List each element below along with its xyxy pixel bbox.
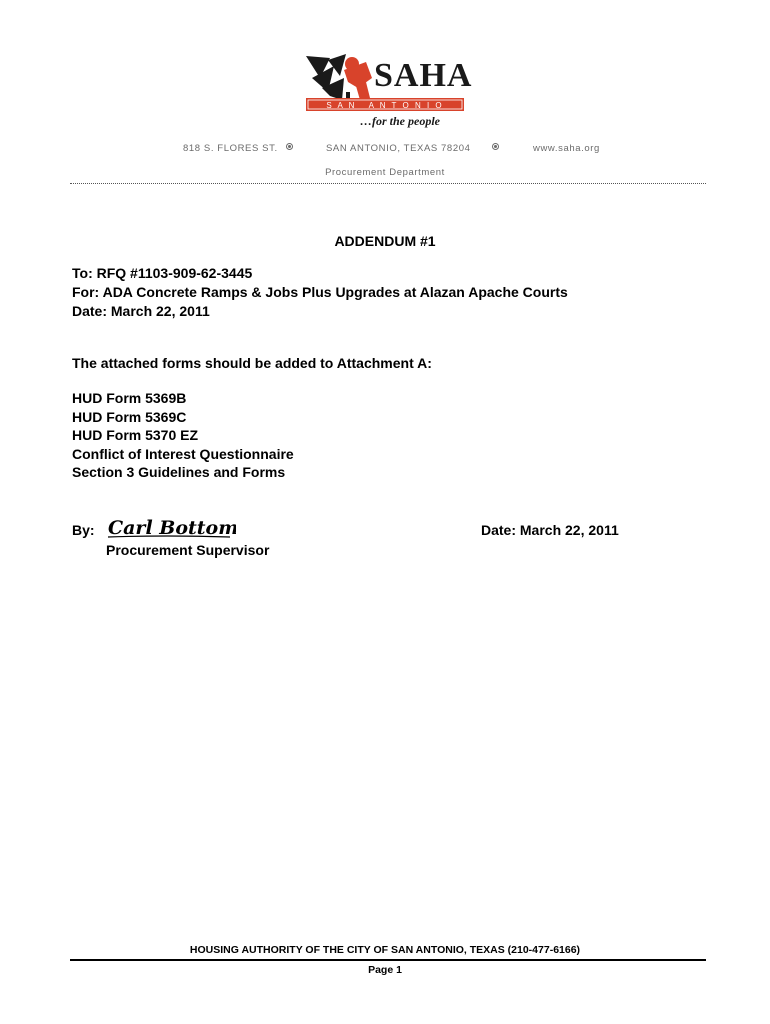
signer-title: Procurement Supervisor: [106, 542, 270, 558]
footer-organization: HOUSING AUTHORITY OF THE CITY OF SAN ANTONIO, TEXAS (210-477-6166): [189, 944, 581, 956]
forms-list: [72, 389, 294, 482]
to-line: To: RFQ #1103-909-62-3445: [72, 265, 253, 281]
list-item: Conflict of Interest Questionnaire: [72, 445, 294, 462]
list-item: HUD Form 5370 EZ: [72, 427, 199, 443]
header-divider: [70, 183, 706, 184]
logo-tagline: …for the people: [360, 114, 440, 128]
footer-divider: [70, 959, 706, 961]
address-line: [0, 143, 770, 157]
address-street: 818 S. FLORES ST.: [183, 143, 278, 154]
department-name: Procurement Department: [325, 167, 445, 178]
list-item: HUD Form 5369C: [72, 408, 187, 425]
list-item: Section 3 Guidelines and Forms: [72, 464, 286, 480]
saha-logo: [300, 48, 480, 133]
address-city: SAN ANTONIO, TEXAS 78204: [326, 143, 471, 154]
logo-band-text: S A N A N T O N I O: [326, 101, 444, 110]
by-label: By:: [72, 522, 95, 538]
people-graphic: [306, 54, 372, 100]
handwritten-signature: [106, 512, 236, 540]
logo-wordmark: SAHA: [374, 57, 473, 94]
rfq-details: [72, 264, 568, 321]
date-line: Date: March 22, 2011: [72, 303, 210, 319]
website-link[interactable]: www.saha.org: [533, 143, 600, 154]
for-line: For: ADA Concrete Ramps & Jobs Plus Upgrades at Alazan Apache Courts: [72, 284, 568, 300]
list-item: HUD Form 5369B: [72, 390, 187, 406]
signature-text: Carl Bottoms: [108, 517, 236, 539]
addendum-title: ADDENDUM #1: [334, 233, 436, 249]
signature-date: Date: March 22, 2011: [481, 522, 619, 538]
page-number: Page 1: [368, 964, 402, 976]
attached-forms-note: The attached forms should be added to Attachment A:: [72, 355, 432, 371]
